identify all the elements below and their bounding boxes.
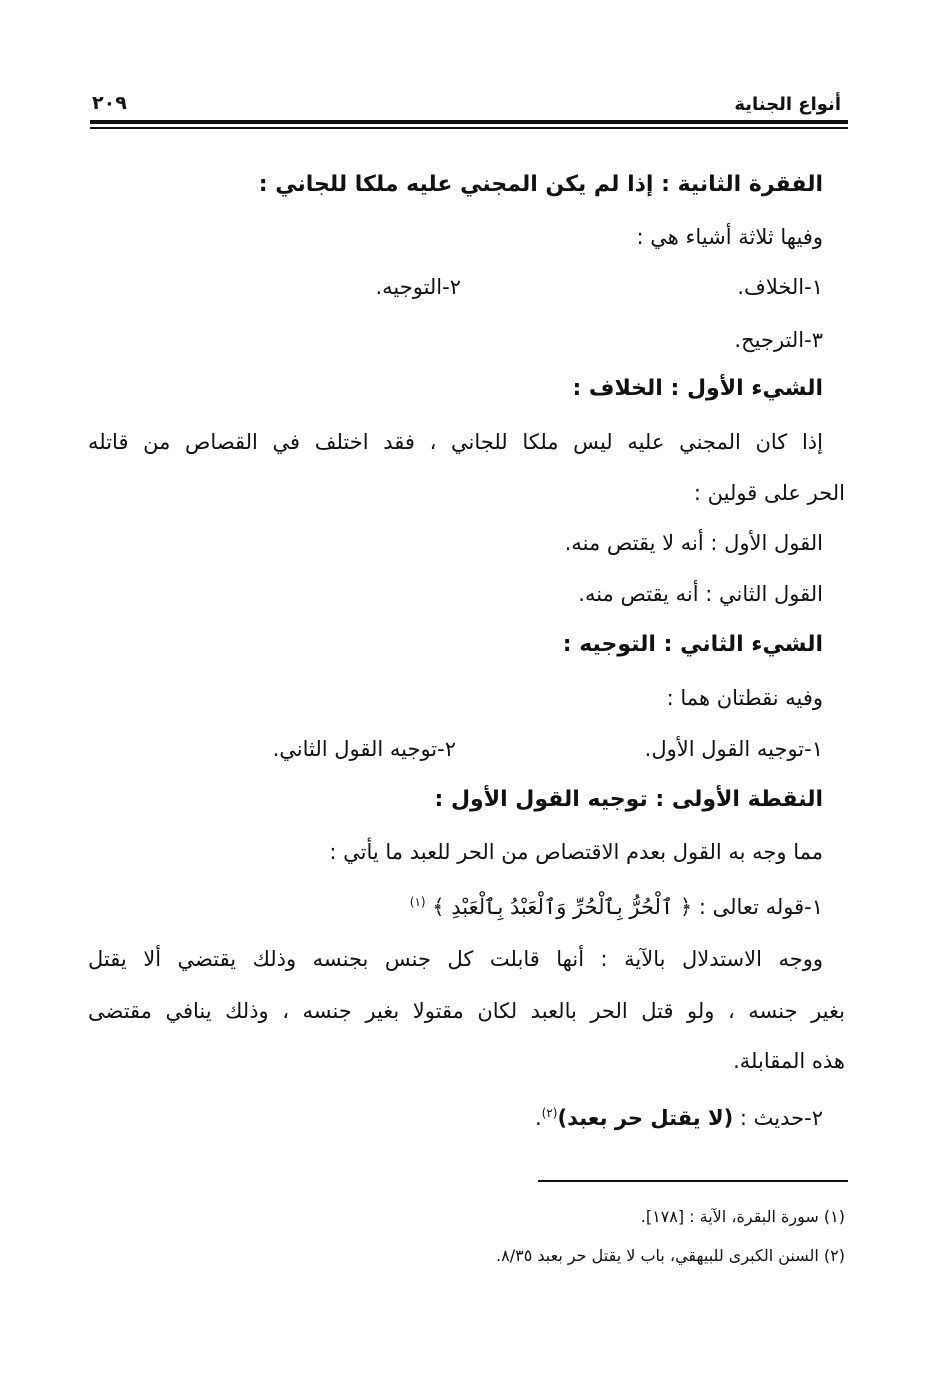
list-item: ٣-الترجيح. [734,328,823,352]
header-rule-thin [90,127,848,129]
header-rule-thick [90,120,848,124]
list-item: ٢-توجيه القول الثاني. [272,737,456,761]
paragraph-line: ووجه الاستدلال بالآية : أنها قابلت كل جنس بجنسه وذلك يقتضي ألا يقتل [88,947,823,971]
subsection-heading: الشيء الأول : الخلاف : [572,376,823,401]
intro-text: وفيها ثلاثة أشياء هي : [636,225,823,249]
footnote-separator [538,1180,848,1182]
intro-text: وفيه نقطتان هما : [666,686,823,710]
footnote: (١) سورة البقرة، الآية : [١٧٨]. [640,1207,845,1226]
hadith-text: (لا يقتل حر بعبد) [557,1106,734,1130]
footnote: (٢) السنن الكبرى للبيهقي، باب لا يقتل حر بعبد ٨/٣٥. [496,1246,845,1265]
subsection-heading: النقطة الأولى : توجيه القول الأول : [434,787,823,812]
list-item: ٢-التوجيه. [375,275,461,299]
hadith-evidence: ٢-حديث : (لا يقتل حر بعبد)$^{(٢)}$. [534,1106,823,1130]
paragraph-line: الحر على قولين : [693,481,845,505]
paragraph-line: بغير جنسه ، ولو قتل الحر بالعبد لكان مقتولا بغير جنسه ، وذلك ينافي مقتضى [88,999,845,1023]
page-number: ٢٠٩ [92,92,127,114]
paragraph-line: إذا كان المجني عليه ليس ملكا للجاني ، فقد اختلف في القصاص من قاتله [88,430,823,454]
list-item: ١-توجيه القول الأول. [644,737,823,761]
footnote-ref: (٢) [541,1106,558,1120]
opinion-text: القول الثاني : أنه يقتص منه. [578,582,823,606]
quran-verse: ٱلْحُرُّ بِٱلْحُرِّ وَٱلْعَبْدُ بِٱلْعَبْدِ [451,895,674,919]
running-header-title: أنواع الجناية [734,94,841,115]
list-item: ١-الخلاف. [737,275,823,299]
section-heading: الفقرة الثانية : إذا لم يكن المجني عليه ملكا للجاني : [258,172,823,197]
opinion-text: القول الأول : أنه لا يقتص منه. [564,531,823,555]
paragraph-line: هذه المقابلة. [733,1049,845,1073]
quran-evidence [410,887,823,922]
subsection-heading: الشيء الثاني : التوجيه : [562,632,823,657]
evidence-prefix: ١-قوله تعالى : ﴿ [679,895,823,919]
footnote-ref: (١) [409,895,426,909]
intro-text: مما وجه به القول بعدم الاقتصاص من الحر للعبد ما يأتي : [329,840,823,864]
evidence-suffix: ﴾ [432,895,445,919]
evidence-prefix: ٢-حديث : [739,1106,823,1130]
